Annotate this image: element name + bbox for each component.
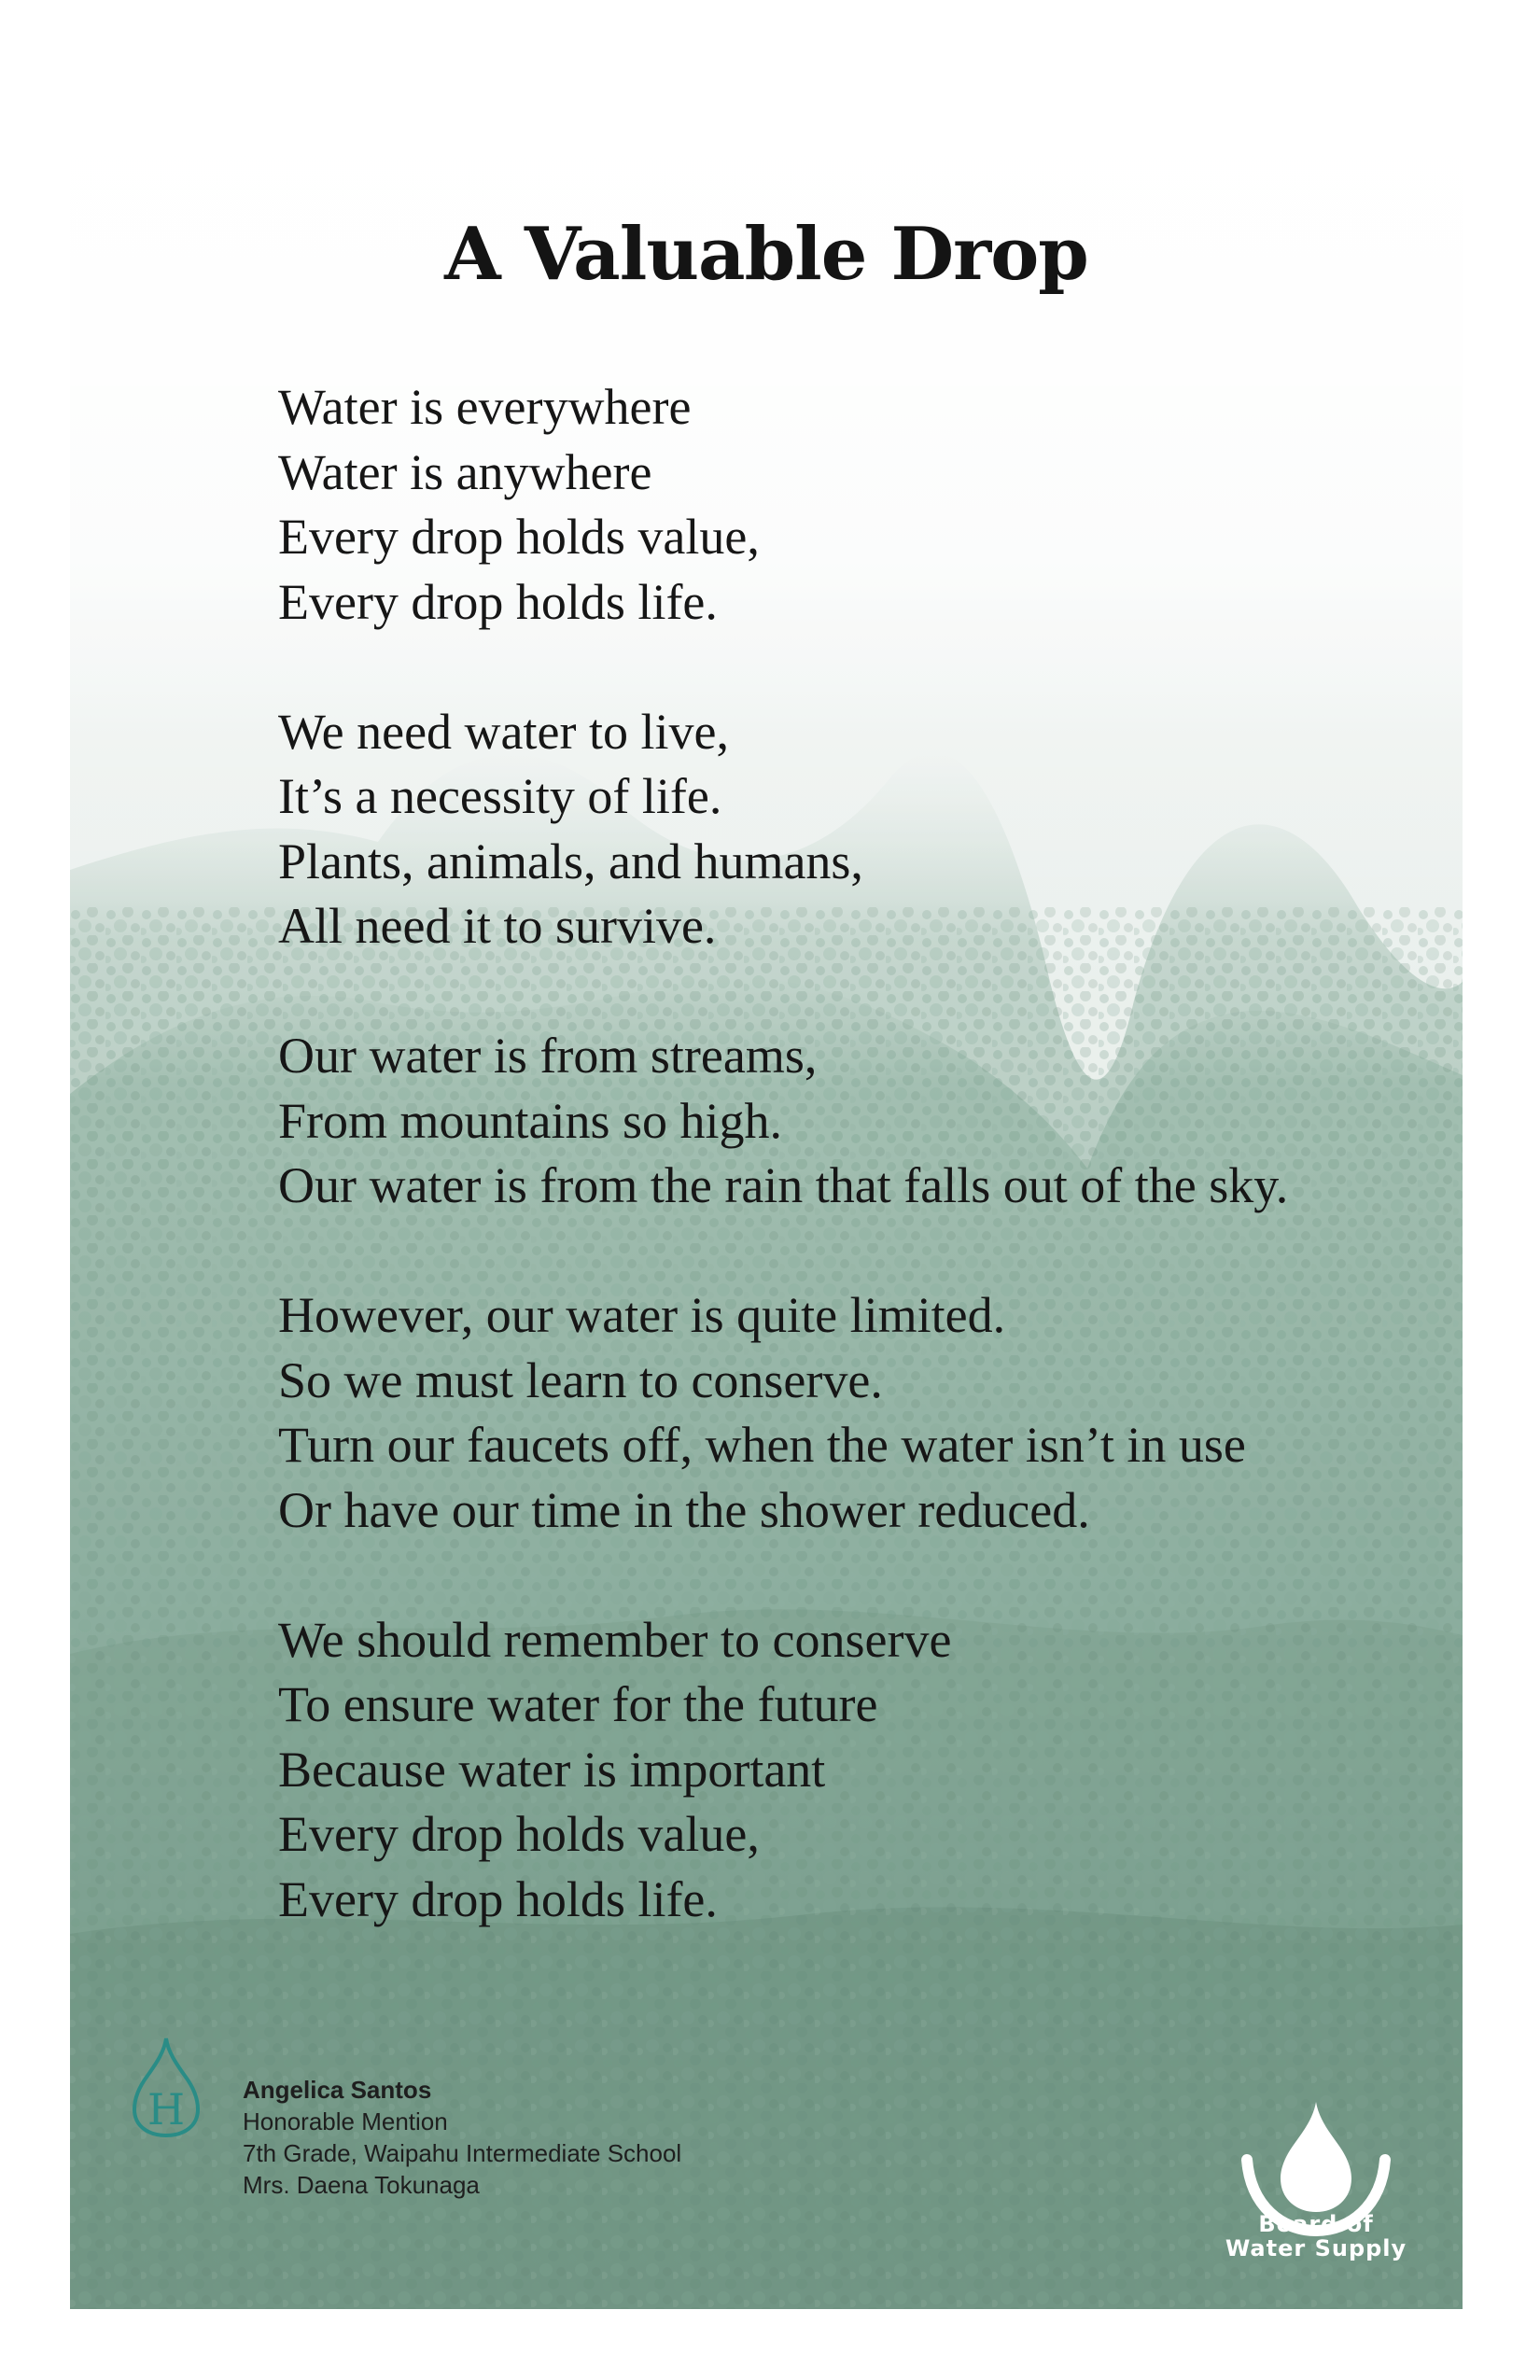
poem-line: All need it to survive.	[278, 898, 717, 954]
poem-line: Every drop holds value,	[278, 1806, 760, 1862]
stanza-1	[278, 375, 1417, 635]
poem-line: Our water is from streams,	[278, 1028, 818, 1084]
drop-logo-letter: H	[147, 2084, 186, 2135]
poem-line: To ensure water for the future	[278, 1676, 878, 1732]
poem-line: We should remember to conserve	[278, 1611, 952, 1668]
water-drop-h-logo-icon	[131, 2035, 202, 2137]
poem-line: From mountains so high.	[278, 1092, 783, 1149]
author-credit	[243, 2074, 681, 2201]
poem-line: Plants, animals, and humans,	[278, 833, 863, 889]
bws-logo-text	[1213, 2212, 1419, 2261]
stanza-3	[278, 1024, 1417, 1219]
poem-line: Turn our faucets off, when the water isn’t in use	[278, 1417, 1246, 1473]
poem-body	[278, 375, 1417, 1997]
school-text: 7th Grade, Waipahu Intermediate School	[243, 2139, 682, 2167]
stanza-2	[278, 700, 1417, 959]
poem-line: We need water to live,	[278, 703, 729, 760]
poem-line: Because water is important	[278, 1741, 826, 1798]
author-name: Angelica Santos	[243, 2076, 432, 2104]
award-text: Honorable Mention	[243, 2107, 448, 2135]
poem-line: Water is anywhere	[278, 443, 652, 500]
poem-line: However, our water is quite limited.	[278, 1287, 1006, 1343]
bws-logo-line2: Water Supply	[1225, 2235, 1407, 2261]
poem-line: Water is everywhere	[278, 379, 692, 435]
poem-line: Every drop holds value,	[278, 509, 760, 565]
poem-line: Our water is from the rain that falls out of the sky.	[278, 1157, 1289, 1213]
poem-line: Or have our time in the shower reduced.	[278, 1481, 1090, 1538]
poem-line: So we must learn to conserve.	[278, 1351, 883, 1408]
poem-line: It’s a necessity of life.	[278, 768, 722, 824]
poster	[70, 67, 1463, 2309]
poem-line: Every drop holds life.	[278, 573, 718, 630]
stanza-4	[278, 1283, 1417, 1543]
bws-logo-line1: Board of	[1258, 2211, 1374, 2237]
stanza-5	[278, 1608, 1417, 1933]
poem-line: Every drop holds life.	[278, 1870, 718, 1927]
teacher-text: Mrs. Daena Tokunaga	[243, 2171, 480, 2199]
poem-title: A Valuable Drop	[444, 212, 1088, 297]
